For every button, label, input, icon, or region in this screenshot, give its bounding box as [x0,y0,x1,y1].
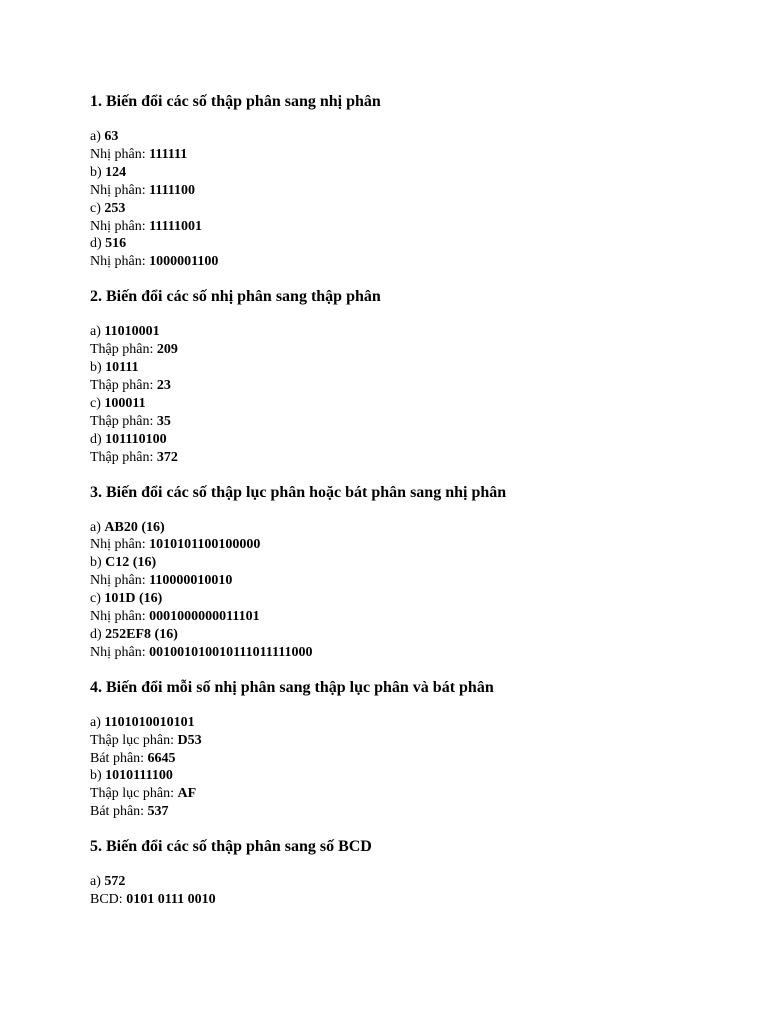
answer-line [90,377,730,395]
line-value: 11010001 [104,324,160,340]
answer-line [90,519,730,537]
line-label: Thập phân: [90,342,157,358]
line-label: b) [90,768,106,784]
answer-list [90,714,730,821]
line-value: 100011 [104,395,146,411]
line-value: 10111 [105,360,139,376]
line-value: 1101010010101 [104,714,195,730]
line-value: 0001000000011101 [149,609,260,625]
section-1 [90,92,730,271]
answer-line [90,767,730,785]
line-label: b) [90,164,106,180]
answer-line [90,873,730,891]
answer-line [90,785,730,803]
answer-line [90,128,730,146]
section-2 [90,287,730,466]
answer-line [90,590,730,608]
line-label: Thập phân: [90,449,157,465]
line-value: 101110100 [105,431,167,447]
answer-line [90,732,730,750]
answer-line [90,323,730,341]
line-label: d) [90,431,106,447]
line-value: 537 [147,804,169,820]
document-body [90,92,730,925]
line-value: 252EF8 (16) [105,626,178,642]
answer-line [90,200,730,218]
line-label: b) [90,555,106,571]
line-value: 1010111100 [105,768,173,784]
line-value: 111111 [149,146,188,162]
line-value: C12 (16) [105,555,157,571]
line-value: 253 [104,200,126,216]
line-value: D53 [177,732,202,748]
answer-line [90,626,730,644]
answer-line [90,572,730,590]
answer-line [90,891,730,909]
answer-line [90,803,730,821]
line-label: Thập phân: [90,413,157,429]
line-label: Nhị phân: [90,573,150,589]
section-title: 5. Biến đổi các số thập phân sang số BCD [90,838,372,856]
line-value: 372 [156,449,178,465]
section-4 [90,678,730,821]
line-label: a) [90,519,105,535]
answer-line [90,164,730,182]
answer-list [90,519,730,662]
line-label: Thập lục phân: [90,732,178,748]
line-label: Bát phân: [90,750,148,766]
line-label: Nhị phân: [90,182,150,198]
line-label: Bát phân: [90,804,148,820]
answer-line [90,218,730,236]
answer-list [90,323,730,466]
line-value: 124 [105,164,127,180]
section-title: 4. Biến đổi mỗi số nhị phân sang thập lục phân và bát phân [90,678,494,696]
section-3 [90,483,730,662]
line-label: BCD: [90,892,127,908]
line-value: 209 [156,342,178,358]
answer-line [90,182,730,200]
answer-line [90,714,730,732]
line-value: 23 [156,377,171,393]
line-label: Thập phân: [90,377,157,393]
line-label: a) [90,324,105,340]
line-label: Nhị phân: [90,609,150,625]
line-label: Thập lục phân: [90,786,178,802]
line-value: 1000001100 [149,254,219,270]
answer-line [90,395,730,413]
answer-line [90,146,730,164]
section-title: 2. Biến đổi các số nhị phân sang thập phân [90,288,381,306]
line-label: c) [90,200,105,216]
line-value: 35 [156,413,171,429]
answer-line [90,413,730,431]
answer-list [90,873,730,909]
line-label: Nhị phân: [90,644,150,660]
line-value: AF [177,786,197,802]
line-label: d) [90,236,106,252]
line-value: 0101 0111 0010 [126,892,216,908]
line-label: c) [90,395,105,411]
line-value: 516 [105,236,127,252]
line-label: c) [90,591,105,607]
section-title: 3. Biến đổi các số thập lục phân hoặc bát phân sang nhị phân [90,483,507,501]
answer-line [90,235,730,253]
answer-line [90,608,730,626]
line-value: 63 [104,129,119,144]
answer-line [90,253,730,271]
line-value: 11111001 [149,218,203,234]
line-label: Nhị phân: [90,218,150,234]
line-value: 101D (16) [104,591,163,607]
line-label: a) [90,714,105,730]
line-label: a) [90,129,105,144]
line-value: AB20 (16) [104,519,165,535]
answer-line [90,341,730,359]
line-value: 6645 [147,750,176,766]
answer-line [90,554,730,572]
answer-line [90,644,730,662]
answer-line [90,750,730,768]
line-value: 110000010010 [149,573,233,589]
section-title: 1. Biến đổi các số thập phân sang nhị phân [90,93,381,110]
line-label: Nhị phân: [90,537,150,553]
line-value: 572 [104,874,126,890]
answer-list [90,128,730,271]
line-value: 1111100 [149,182,196,198]
section-5 [90,837,730,909]
line-label: a) [90,874,105,890]
line-value: 001001010010111011111000 [149,644,313,660]
line-label: b) [90,360,106,376]
answer-line [90,359,730,377]
answer-line [90,449,730,467]
answer-line [90,431,730,449]
line-label: Nhị phân: [90,254,150,270]
line-label: Nhị phân: [90,146,150,162]
line-label: d) [90,626,106,642]
answer-line [90,536,730,554]
line-value: 1010101100100000 [149,537,261,553]
